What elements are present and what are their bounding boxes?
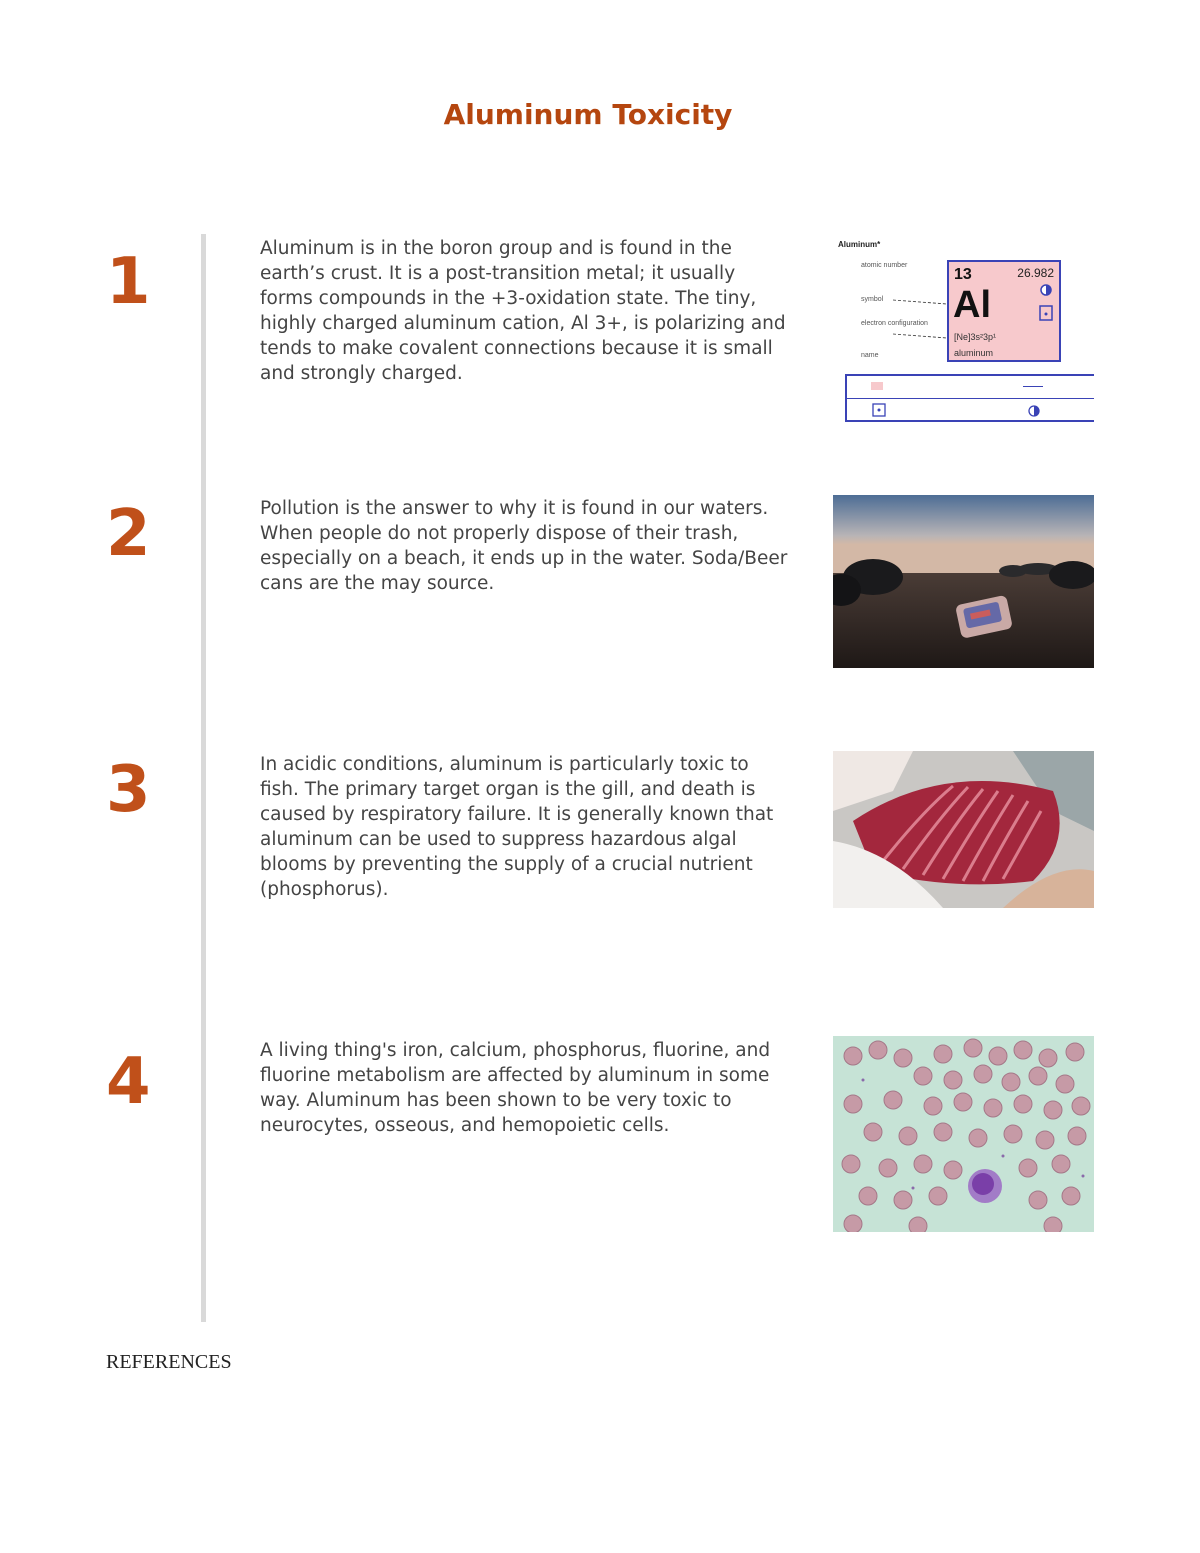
electron-configuration: [Ne]3s²3p¹ (954, 332, 997, 342)
element-symbol: Al (953, 284, 991, 326)
section-number-4: 4 (106, 1045, 151, 1119)
state-icons (1039, 284, 1053, 324)
beach-can-photo (833, 495, 1094, 668)
legend-icon (871, 402, 887, 418)
section-text-3: In acidic conditions, aluminum is particularly toxic to fish. The primary target organ is the gill, and death is caused by respiratory failure. It is generally known that aluminum can be used to suppress hazardous algal blooms by preventing the supply of a crucial nutrient (phosphorus). (260, 754, 774, 900)
section-number-1: 1 (106, 245, 151, 319)
blood-cells-photo (833, 1036, 1094, 1232)
element-tile (947, 260, 1061, 362)
periodic-table-tile-image (833, 236, 1094, 446)
page-title: Aluminum Toxicity (443, 98, 733, 131)
vertical-divider (201, 234, 206, 1322)
legend-box (845, 374, 1094, 422)
leader-lines (893, 296, 953, 346)
section-number-3: 3 (106, 753, 151, 827)
atomic-number: 13 (954, 266, 972, 283)
label-atomic-number: atomic number (861, 262, 908, 269)
section-text-1: Aluminum is in the boron group and is found in the earth’s crust. It is a post-transition metal; it usually forms compounds in the +3-oxidation state. The tiny, highly charged aluminum cation, Al 3+, is polarizing and tends to make covalent connections because it is small and strongly charged. (260, 238, 786, 384)
label-electron-configuration: electron configuration (861, 320, 928, 327)
element-name: aluminum (954, 348, 994, 358)
legend-state-icon (1027, 404, 1041, 418)
atomic-mass: 26.982 (1017, 266, 1054, 280)
fish-gill-photo (833, 751, 1094, 908)
element-heading: Aluminum* (838, 240, 881, 249)
references-heading: REFERENCES (106, 1351, 232, 1373)
label-name: name (861, 352, 879, 359)
section-text-2: Pollution is the answer to why it is found in our waters. When people do not properly dispose of their trash, especially on a beach, it ends up in the water. Soda/Beer cans are the may source. (260, 498, 788, 594)
section-number-2: 2 (106, 497, 151, 571)
section-text-4: A living thing's iron, calcium, phosphorus, fluorine, and fluorine metabolism are affected by aluminum in some way. Aluminum has been shown to be very toxic to neurocytes, osseous, and hemopoietic cells. (260, 1040, 771, 1136)
label-symbol: symbol (861, 296, 884, 303)
